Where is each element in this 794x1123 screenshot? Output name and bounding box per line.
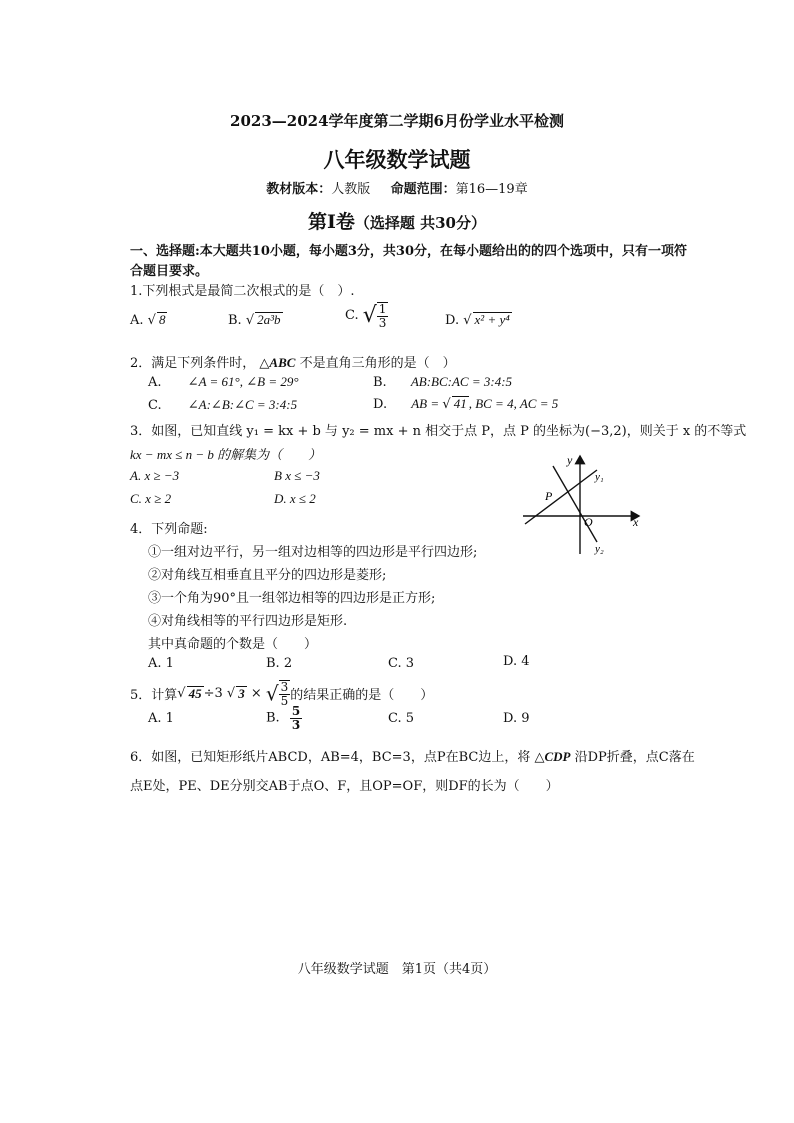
radical-sign: √: [265, 681, 279, 706]
q1-d-radicand: x² + y⁴: [474, 312, 510, 327]
q2-option-b: [373, 374, 512, 390]
instructions-line2: 合题目要求。: [130, 264, 209, 279]
q2-a-text: ∠A = 61°, ∠B = 29°: [187, 374, 299, 389]
q2-b-label: B.: [373, 375, 387, 390]
fig-y-label: y: [567, 453, 573, 467]
q3-stem-line1: 3．如图，已知直线 y₁ = kx + b 与 y₂ = mx + n 相交于点 P，点 P 的坐标为(−3,2)，则关于 x 的不等式: [130, 424, 747, 439]
meta-label-edition: 教材版本：: [266, 182, 332, 197]
section-subtitle: （选择题 共30分）: [354, 214, 486, 232]
q2-d-post: , BC = 4, AC = 5: [468, 396, 559, 411]
q2-option-c: [148, 397, 297, 413]
radical-sign: √: [147, 313, 156, 328]
q3-option-a: A. x ≥ −3: [130, 468, 180, 483]
q4-option-b: B. 2: [266, 656, 293, 671]
q1-a-label: A.: [130, 313, 144, 328]
page-footer: 八年级数学试题 第1页（共4页）: [297, 962, 497, 977]
radical-sign: √: [245, 313, 255, 328]
q1-stem: 1.下列根式是最简二次根式的是（ ）.: [130, 284, 355, 299]
q2-d-radicand: 41: [453, 396, 467, 411]
q4-proposition-3: ③一个角为90°且一组邻边相等的四边形是正方形;: [148, 591, 436, 606]
q2-stem-pre: 2．满足下列条件时，: [130, 356, 256, 371]
q4-ask: 其中真命题的个数是（ ）: [148, 637, 318, 652]
q5-rad2: 3: [238, 685, 245, 701]
q2-option-d: [373, 396, 558, 412]
q5-option-c: C. 5: [388, 711, 415, 726]
q2-stem: [130, 352, 456, 371]
fig-p-label: P: [545, 489, 553, 503]
q1-option-d: [445, 312, 512, 328]
q6-line1-pre: 6．如图，已知矩形纸片ABCD，AB=4，BC=3，点P在BC边上，将: [130, 750, 531, 765]
q5-stem-pre: 5．计算: [130, 688, 178, 704]
q1-c-fraction: [377, 302, 389, 329]
q3-option-b: B x ≤ −3: [274, 468, 320, 483]
exam-title: 2023—2024学年度第二学期6月份学业水平检测: [230, 112, 564, 130]
q3-figure: [515, 450, 645, 560]
q6-line2: 点E处，PE、DE分别交AB于点O、F，且OP=OF，则DF的长为（ ）: [130, 779, 559, 794]
radical-sign: √: [463, 313, 472, 328]
radical-sign: √: [362, 303, 377, 329]
q3-stem-line2: kx − mx ≤ n − b 的解集为（ ）: [130, 447, 322, 462]
meta-label-scope: 命题范围：: [390, 182, 456, 197]
q5-option-b: [266, 705, 302, 731]
meta-value-scope: 第16—19章: [455, 182, 528, 197]
fig-o-label: O: [584, 515, 593, 529]
section-heading: [0, 207, 794, 234]
q2-triangle: △ABC: [259, 355, 296, 370]
q4-stem: 4．下列命题:: [130, 522, 208, 537]
q2-c-label: C.: [148, 398, 162, 413]
q5-stem: [130, 680, 433, 707]
q1-c-numerator: 1: [378, 302, 387, 316]
q1-b-label: B.: [228, 313, 242, 328]
q1-option-a: [130, 312, 167, 328]
q5-b-numerator: 5: [291, 704, 301, 718]
q1-b-radicand: 2a³b: [257, 312, 281, 327]
q5-fraction: [279, 680, 291, 707]
meta-value-edition: 人教版: [331, 182, 371, 197]
q5-frac-numerator: 3: [280, 680, 289, 694]
q3-option-c: C. x ≥ 2: [130, 491, 172, 506]
q4-proposition-2: ②对角线互相垂直且平分的四边形是菱形;: [148, 568, 387, 583]
q5-frac-denominator: 5: [280, 693, 289, 708]
q6-triangle: △CDP: [534, 749, 571, 764]
paper-title: 八年级数学试题: [323, 147, 471, 172]
q2-a-label: A.: [148, 375, 162, 390]
q5-b-fraction: [290, 705, 302, 731]
q2-d-label: D.: [373, 397, 388, 412]
q1-a-radicand: 8: [158, 312, 166, 327]
line-y2: [553, 466, 597, 542]
fig-x-label: x: [633, 515, 639, 529]
q2-option-a: [148, 374, 299, 390]
q5-mid: ÷3: [203, 686, 223, 702]
q2-c-text: ∠A:∠B:∠C = 3:4:5: [187, 397, 298, 412]
paper-meta: [0, 178, 794, 197]
q5-option-d: D. 9: [503, 711, 530, 726]
q6-line1-post: 沿DP折叠，点C落在: [574, 750, 695, 765]
q5-b-denominator: 3: [291, 717, 301, 732]
q4-option-c: C. 3: [388, 656, 415, 671]
section-title: 第Ⅰ卷: [308, 211, 355, 233]
q2-b-text: AB:BC:AC = 3:4:5: [410, 374, 513, 389]
q4-option-d: D. 4: [503, 654, 530, 669]
q3-option-d: D. x ≤ 2: [274, 491, 316, 506]
q1-option-b: [228, 312, 283, 328]
q1-option-c: [345, 302, 388, 329]
q2-d-pre: AB =: [411, 396, 443, 411]
fig-y1-label: y₁: [595, 471, 604, 483]
q1-c-label: C.: [345, 308, 359, 324]
q4-proposition-1: ①一组对边平行，另一组对边相等的四边形是平行四边形;: [148, 545, 478, 560]
q1-d-label: D.: [445, 313, 460, 328]
q5-option-a: A. 1: [148, 711, 174, 726]
radical-sign: √: [177, 686, 186, 702]
q4-proposition-4: ④对角线相等的平行四边形是矩形.: [148, 614, 348, 629]
instructions-line1: 一、选择题:本大题共10小题，每小题3分，共30分，在每小题给出的的四个选项中，只有一项符: [130, 244, 688, 259]
q5-rad1: 45: [188, 685, 202, 701]
radical-sign: √: [226, 686, 236, 702]
fig-y2-label: y₂: [595, 543, 604, 555]
q1-c-denominator: 3: [378, 315, 387, 330]
radical-sign: √: [442, 397, 451, 412]
q4-option-a: A. 1: [148, 656, 174, 671]
q6-line1: [130, 746, 695, 765]
q5-times: ×: [250, 686, 262, 702]
q5-b-label: B.: [266, 710, 280, 726]
q5-stem-post: 的结果正确的是（ ）: [290, 688, 434, 704]
q2-stem-post: 不是直角三角形的是（ ）: [299, 356, 456, 371]
